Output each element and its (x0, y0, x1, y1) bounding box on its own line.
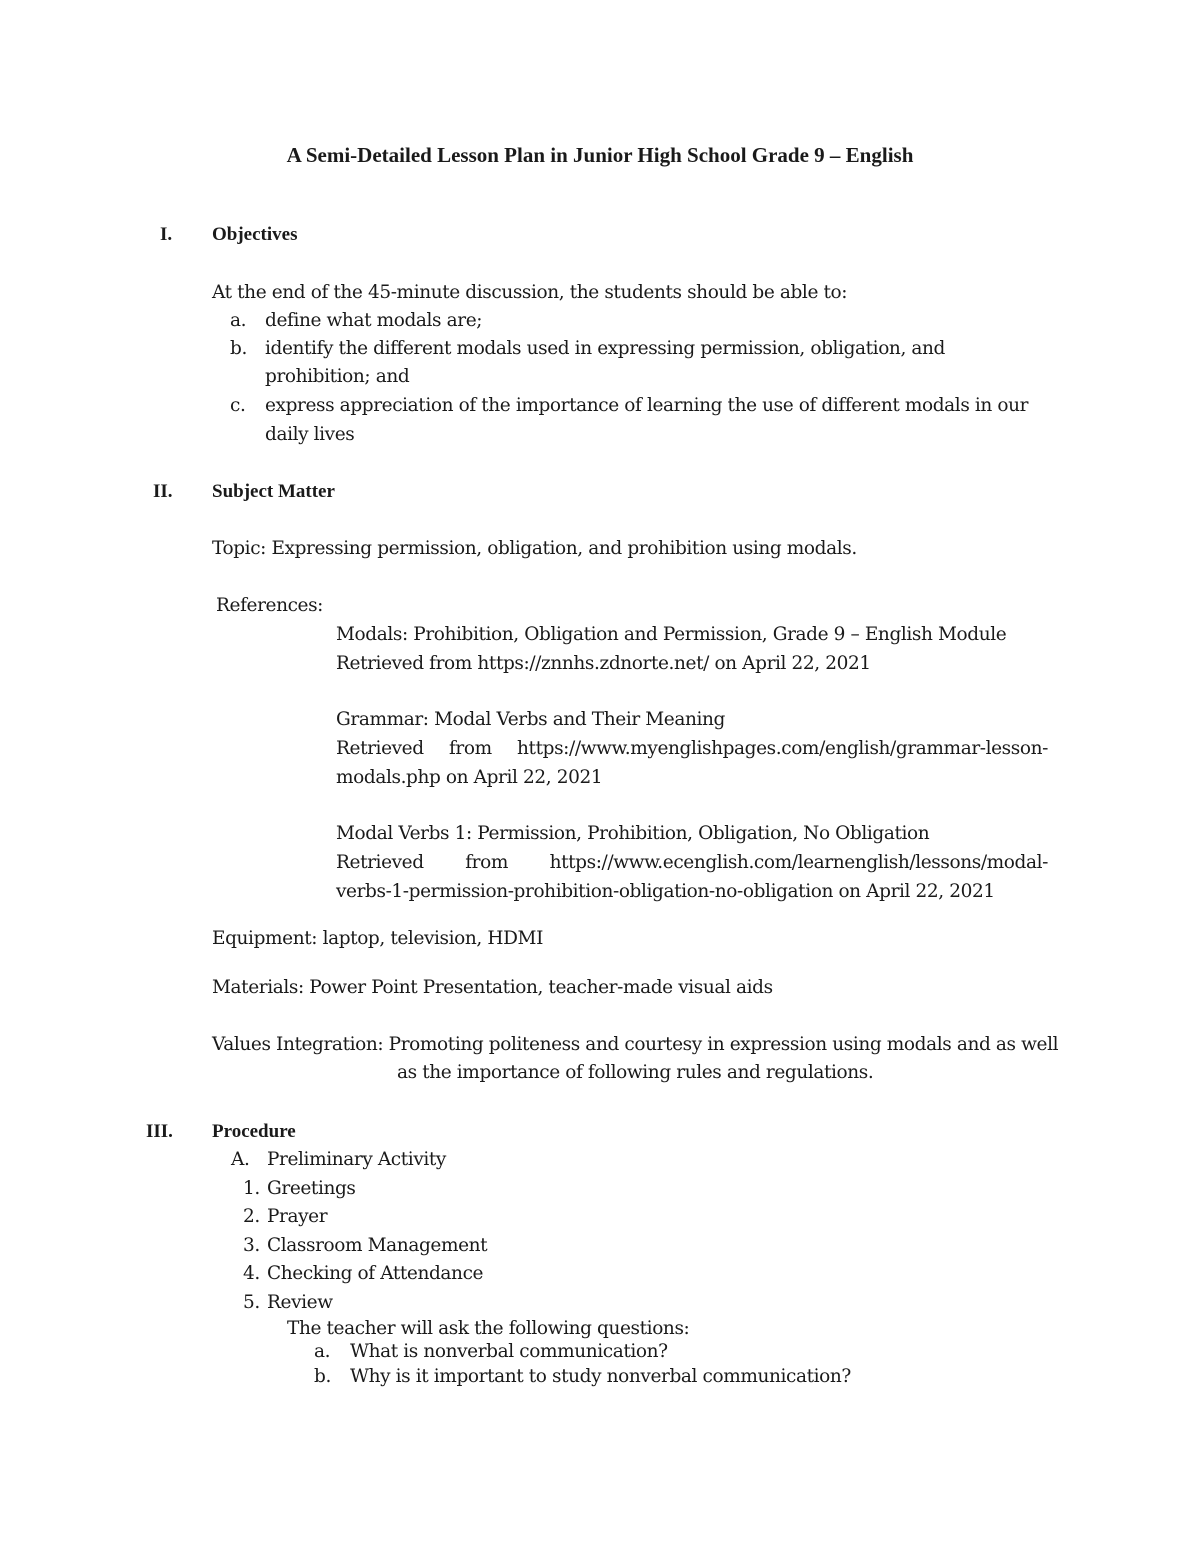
objective-marker: c. (230, 395, 246, 416)
references-label: References: (216, 595, 324, 616)
procedure-step-marker: 3. (243, 1235, 260, 1256)
topic-line: Topic: Expressing permission, obligation, and prohibition using modals. (212, 538, 857, 559)
section-heading-subject-matter: Subject Matter (212, 481, 335, 502)
reference-line: Retrieved from https://znnhs.zdnorte.net/ on April 22, 2021 (336, 653, 871, 674)
reference-line: Grammar: Modal Verbs and Their Meaning (336, 709, 725, 730)
reference-line (336, 738, 1048, 759)
procedure-step-label: Checking of Attendance (267, 1263, 484, 1284)
reference-line: verbs-1-permission-prohibition-obligation-no-obligation on April 22, 2021 (336, 881, 995, 902)
section-heading-procedure: Procedure (212, 1121, 296, 1142)
procedure-section-marker: A. (231, 1149, 250, 1170)
reference-word: https://www.ecenglish.com/learnenglish/lessons/modal- (549, 852, 1048, 873)
review-question-marker: a. (314, 1341, 331, 1362)
materials-line: Materials: Power Point Presentation, teacher-made visual aids (212, 977, 773, 998)
review-question: Why is it important to study nonverbal communication? (350, 1366, 851, 1387)
reference-word: Retrieved (336, 738, 424, 759)
procedure-step-label: Classroom Management (267, 1235, 488, 1256)
objectives-intro: At the end of the 45-minute discussion, the students should be able to: (212, 282, 848, 303)
objective-item-text: define what modals are; (265, 310, 483, 331)
procedure-step-label: Greetings (267, 1178, 356, 1199)
reference-word: Retrieved (336, 852, 424, 873)
document-title: A Semi-Detailed Lesson Plan in Junior High School Grade 9 – English (286, 143, 914, 167)
section-numeral-subject-matter: II. (153, 481, 173, 502)
procedure-step-label: Review (267, 1292, 333, 1313)
values-integration-line: Values Integration: Promoting politeness and courtesy in expression using modals and as well (212, 1034, 1059, 1055)
values-integration-line: as the importance of following rules and regulations. (397, 1062, 874, 1083)
procedure-step-marker: 1. (243, 1178, 260, 1199)
objective-marker: b. (230, 338, 247, 359)
section-numeral-objectives: I. (160, 224, 173, 245)
reference-line: Modals: Prohibition, Obligation and Permission, Grade 9 – English Module (336, 624, 1007, 645)
objective-item-text: prohibition; and (265, 366, 410, 387)
reference-word: from (465, 852, 509, 873)
reference-line: Modal Verbs 1: Permission, Prohibition, Obligation, No Obligation (336, 823, 930, 844)
reference-line: modals.php on April 22, 2021 (336, 767, 603, 788)
objective-item-text: daily lives (265, 424, 355, 445)
reference-line (336, 852, 1048, 873)
reference-word: https://www.myenglishpages.com/english/grammar-lesson- (517, 738, 1048, 759)
objective-marker: a. (230, 310, 247, 331)
procedure-step-marker: 5. (243, 1292, 260, 1313)
section-heading-objectives: Objectives (212, 224, 298, 245)
equipment-line: Equipment: laptop, television, HDMI (212, 928, 543, 949)
reference-word: from (448, 738, 492, 759)
section-numeral-procedure: III. (146, 1121, 173, 1142)
review-question: What is nonverbal communication? (350, 1341, 668, 1362)
review-question-marker: b. (314, 1366, 331, 1387)
procedure-step-marker: 4. (243, 1263, 260, 1284)
objective-item-text: identify the different modals used in expressing permission, obligation, and (265, 338, 945, 359)
procedure-step-marker: 2. (243, 1206, 260, 1227)
objective-item-text: express appreciation of the importance of learning the use of different modals in our (265, 395, 1029, 416)
procedure-section-label: Preliminary Activity (267, 1149, 446, 1170)
review-intro: The teacher will ask the following questions: (287, 1318, 690, 1339)
procedure-step-label: Prayer (267, 1206, 328, 1227)
